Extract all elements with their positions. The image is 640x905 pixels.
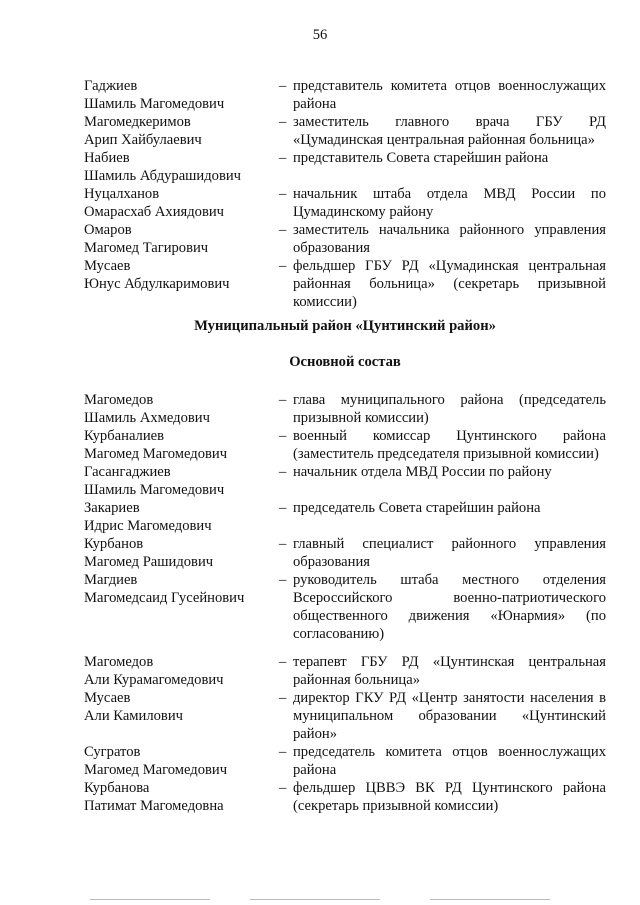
member-entry: Магомедкеримов Арип Хайбулаевич – заместитель главного врача ГБУ РД «Цумадинская центральная районная больница» — [84, 114, 606, 148]
member-name: Нуцалханов Омарасхаб Ахиядович — [84, 186, 224, 220]
member-role: директор ГКУ РД «Центр занятости населения в муниципальном образовании «Цунтинский район» — [293, 690, 606, 742]
member-role: заместитель главного врача ГБУ РД «Цумадинская центральная районная больница» — [293, 114, 606, 148]
member-name: Мусаев Юнус Абдулкаримович — [84, 258, 230, 292]
member-entry: Набиев Шамиль Абдурашидович – представитель Совета старейшин района — [84, 149, 606, 185]
member-name: Закариев Идрис Магомедович — [84, 500, 212, 534]
member-entry: Магдиев Магомедсаид Гусейнович – руководитель штаба местного отделения Всероссийского военно-патриотического общественного движения «Юнармия» (по согласованию) — [84, 572, 606, 642]
member-entry: Курбанов Магомед Рашидович – главный специалист районного управления образования — [84, 536, 606, 570]
member-name: Магдиев Магомедсаид Гусейнович — [84, 572, 245, 606]
member-entry: Магомедов Али Курамагомедович – терапевт ГБУ РД «Цунтинская центральная районная больница» — [84, 654, 606, 688]
member-name: Курбанова Патимат Магомедовна — [84, 780, 224, 814]
member-role: терапевт ГБУ РД «Цунтинская центральная районная больница» — [293, 654, 606, 688]
member-name: Мусаев Али Камилович — [84, 690, 183, 724]
member-entry: Нуцалханов Омарасхаб Ахиядович – начальник штаба отдела МВД России по Цумадинскому району — [84, 186, 606, 220]
member-role: председатель Совета старейшин района — [293, 500, 541, 516]
member-role: фельдшер ГБУ РД «Цумадинская центральная районная больница» (секретарь призывной комиссии) — [293, 258, 606, 310]
member-name: Магомедов Али Курамагомедович — [84, 654, 224, 688]
member-entry: Сугратов Магомед Магомедович – председатель комитета отцов военнослужащих района — [84, 744, 606, 778]
member-name: Гасангаджиев Шамиль Магомедович — [84, 464, 225, 498]
member-role: начальник отдела МВД России по району — [293, 464, 552, 480]
member-role: председатель комитета отцов военнослужащих района — [293, 744, 606, 778]
member-entry: Закариев Идрис Магомедович – председатель Совета старейшин района — [84, 499, 606, 535]
member-entry: Курбаналиев Магомед Магомедович – военный комиссар Цунтинского района (заместитель председателя призывной комиссии) — [84, 428, 606, 462]
member-role: начальник штаба отдела МВД России по Цумадинскому району — [293, 186, 606, 220]
commission-list-top — [84, 77, 606, 311]
member-name: Омаров Магомед Тагирович — [84, 222, 209, 256]
member-entry: Магомедов Шамиль Ахмедович – глава муниципального района (председатель призывной комиссии) — [84, 392, 606, 426]
scan-artifact — [250, 899, 380, 900]
member-entry: Гаджиев Шамиль Магомедович – представитель комитета отцов военнослужащих района — [84, 78, 606, 112]
member-role: руководитель штаба местного отделения Всероссийского военно-патриотического общественного движения «Юнармия» (по согласованию) — [293, 572, 606, 642]
member-name: Магомедкеримов Арип Хайбулаевич — [84, 114, 202, 148]
district-heading: Муниципальный район «Цунтинский район» — [194, 318, 496, 334]
member-name: Набиев Шамиль Абдурашидович — [84, 150, 241, 184]
member-entry: Мусаев Али Камилович – директор ГКУ РД «Центр занятости населения в муниципальном образовании «Цунтинский район» — [84, 690, 606, 742]
member-role: главный специалист районного управления образования — [293, 536, 606, 570]
member-entry: Гасангаджиев Шамиль Магомедович – начальник отдела МВД России по району — [84, 463, 606, 499]
scan-artifact — [430, 899, 550, 900]
member-role: представитель Совета старейшин района — [293, 150, 549, 166]
member-name: Гаджиев Шамиль Магомедович — [84, 78, 225, 112]
member-name: Курбаналиев Магомед Магомедович — [84, 428, 228, 462]
member-name: Курбанов Магомед Рашидович — [84, 536, 214, 570]
member-role: фельдшер ЦВВЭ ВК РД Цунтинского района (секретарь призывной комиссии) — [293, 780, 606, 814]
page-number: 56 — [312, 27, 328, 43]
member-role: заместитель начальника районного управления образования — [293, 222, 606, 256]
member-role: военный комиссар Цунтинского района (заместитель председателя призывной комиссии) — [293, 428, 606, 462]
commission-list-main — [84, 391, 606, 815]
member-name: Сугратов Магомед Магомедович — [84, 744, 228, 778]
member-role: глава муниципального района (председатель призывной комиссии) — [293, 392, 606, 426]
member-entry: Омаров Магомед Тагирович – заместитель начальника районного управления образования — [84, 222, 606, 256]
member-role: представитель комитета отцов военнослужащих района — [293, 78, 606, 112]
main-composition-heading: Основной состав — [289, 354, 401, 370]
member-entry: Курбанова Патимат Магомедовна – фельдшер ЦВВЭ ВК РД Цунтинского района (секретарь призывной комиссии) — [84, 780, 606, 814]
member-name: Магомедов Шамиль Ахмедович — [84, 392, 210, 426]
member-entry: Мусаев Юнус Абдулкаримович – фельдшер ГБУ РД «Цумадинская центральная районная больница» (секретарь призывной комиссии) — [84, 258, 606, 310]
scan-artifact — [90, 899, 210, 900]
